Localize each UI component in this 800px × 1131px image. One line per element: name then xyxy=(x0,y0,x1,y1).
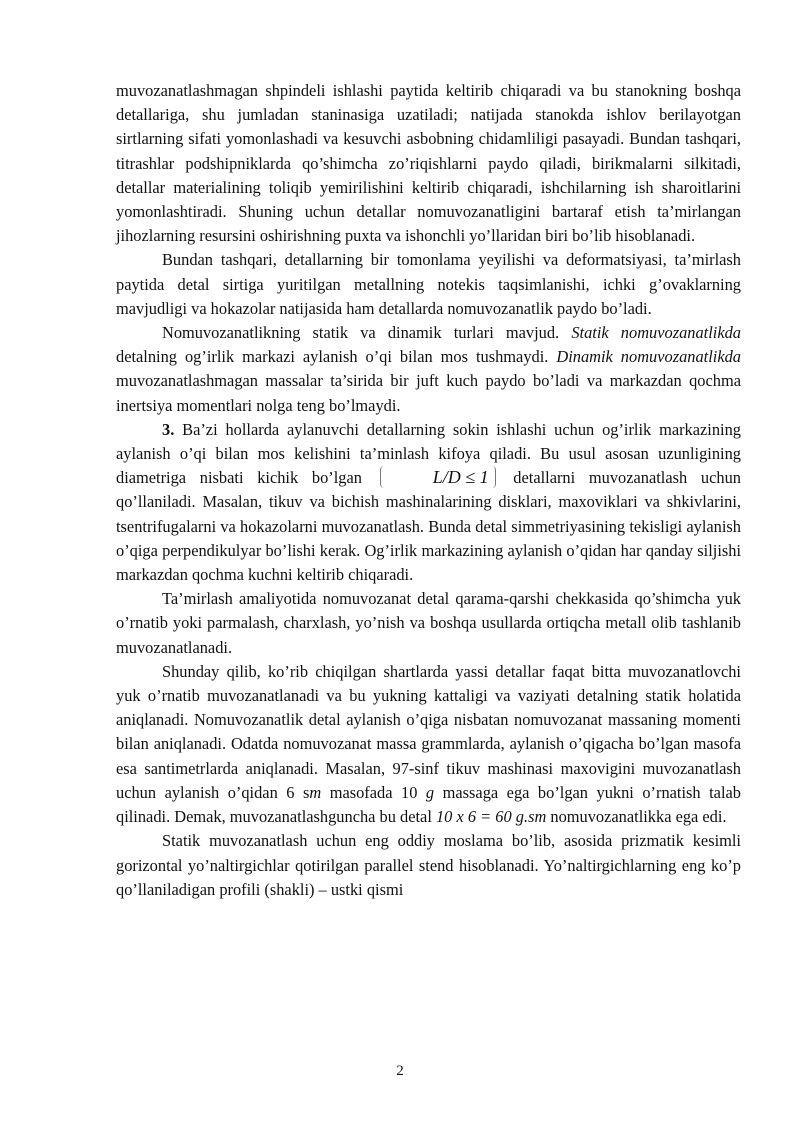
item-number: 3. xyxy=(162,419,175,439)
paragraph-4-text-a: Ba’zi hollarda aylanuvchi detallarning sokin ishlashi uchun og’irlik markazining aylanish o’qi bilan mos kelishini ta’minlash kifoya qiladi. Bu usul asosan uzunligining diametriga nisbati kichik bo’lgan xyxy=(116,419,741,488)
paragraph-4-text-b: detallarni muvozanatlash uchun qo’llaniladi. Masalan, tikuv va bichish mashinalarining disklari, maxoviklari va shkivlarini, tsentrifugalarni va hokazolarni muvozanatlash. Bunda detal simmetriyasining tekisligi aylanish o’qiga perpendikulyar bo’lishi kerak. Og’irlik markazining aylanish o’qidan har qanday siljishi markazdan qochma kuchni keltirib chiqaradi. xyxy=(116,468,741,585)
paragraph-3 xyxy=(116,321,741,418)
paragraph-2: Bundan tashqari, detallarning bir tomonlama yeyilishi va deformatsiyasi, ta’mirlash paytida detal sirtiga yuritilgan metallning notekis taqsimlanishi, ichki g’ovaklarning mavjudligi va hokazolar natijasida ham detallarda nomuvozanatlik paydo bo’ladi. xyxy=(116,250,741,318)
paragraph-3-text-a: Nomuvozanatlikning statik va dinamik turlari mavjud. xyxy=(162,323,572,343)
paragraph-6-text-g: nomuvozanatlikka ega edi. xyxy=(546,807,727,827)
paragraph-1: muvozanatlashmagan shpindeli ishlashi paytida keltirib chiqaradi va bu stanokning boshqa detallariga, shu jumladan staninasiga uzatiladi; natijada stanokda ishlov berilayotgan sirtlarning sifati yomonlashadi va kesuvchi asbobning chidamliligi pasayadi. Bundan tashqari, titrashlar podshipniklarda qo’shimcha zo’riqishlarni paydo qiladi, birikmalarni silkitadi, detallar materialining toliqib yemirilishini keltirib chiqaradi, ishchilarning ish sharoitlarini yomonlashtiradi. Shuning uchun detallar nomuvozanatligini bartaraf etish ta’mirlangan jihozlarning resursini oshirishning puxta va ishonchli yo’llaridan biri bo’lib hisoblanadi. xyxy=(116,81,741,246)
paragraph-5: Ta’mirlash amaliyotida nomuvozanat detal qarama-qarshi chekkasida qo’shimcha yuk o’rnatib yoki parmalash, charxlash, yo’nish va boshqa usullarda ortiqcha metall olib tashlanib muvozanatlanadi. xyxy=(116,589,741,657)
paragraph-6 xyxy=(116,660,741,829)
paragraph-3-text-c: detalning og’irlik markazi aylanish o’qi bilan mos tushmaydi. xyxy=(116,347,557,367)
paragraph-6-text-a: Shunday qilib, ko’rib chiqilgan shartlarda yassi detallar faqat bitta muvozanatlovchi yuk o’rnatib muvozanatlanadi va bu yukning kattaligi va vaziyati detalning statik holatida aniqlanadi. Nomuvozanatlik detal aylanish o’qiga nisbatan nomuvozanat massaning momenti bilan aniqlanadi. Odatda nomuvozanat massa grammlarda, aylanish o’qigacha bo’lgan masofa esa santimetrlarda aniqlanadi. Masalan, 97-sinf tikuv mashinasi maxovigini muvozanatlash uchun aylanish o’qidan 6 s xyxy=(116,661,741,802)
unit-g: g xyxy=(425,782,435,802)
page-number: 2 xyxy=(396,1063,404,1079)
paragraph-6-text-c: masofada 10 xyxy=(321,782,426,802)
term-dynamic-imbalance: Dinamik nomuvozanatlikda xyxy=(556,347,741,367)
ratio-formula: L/D ≤ 1 xyxy=(380,466,496,488)
body-text xyxy=(116,79,741,902)
paragraph-3-text-e: muvozanatlashmagan massalar ta’sirida bir juft kuch paydo bo’ladi va markazdan qochma inertsiya momentlari nolga teng bo’lmaydi. xyxy=(116,371,741,415)
paragraph-7: Statik muvozanatlash uchun eng oddiy moslama bo’lib, asosida prizmatik kesimli gorizontal yo’naltirgichlar qotirilgan parallel stend hisoblanadi. Yo’naltirgichlarning eng ko’p qo’llaniladigan profili (shakli) – ustki qismi xyxy=(116,831,741,899)
term-static-imbalance: Statik nomuvozanatlikda xyxy=(571,323,741,343)
paragraph-6-text-e: massaga ega bo’lgan yukni o’rnatish talab qilinadi. Demak, muvozanatlashguncha bu detal xyxy=(116,782,741,827)
imbalance-calculation: 10 x 6 = 60 g.sm xyxy=(435,807,547,827)
paragraph-4 xyxy=(116,418,741,587)
unit-m: m xyxy=(309,782,322,802)
